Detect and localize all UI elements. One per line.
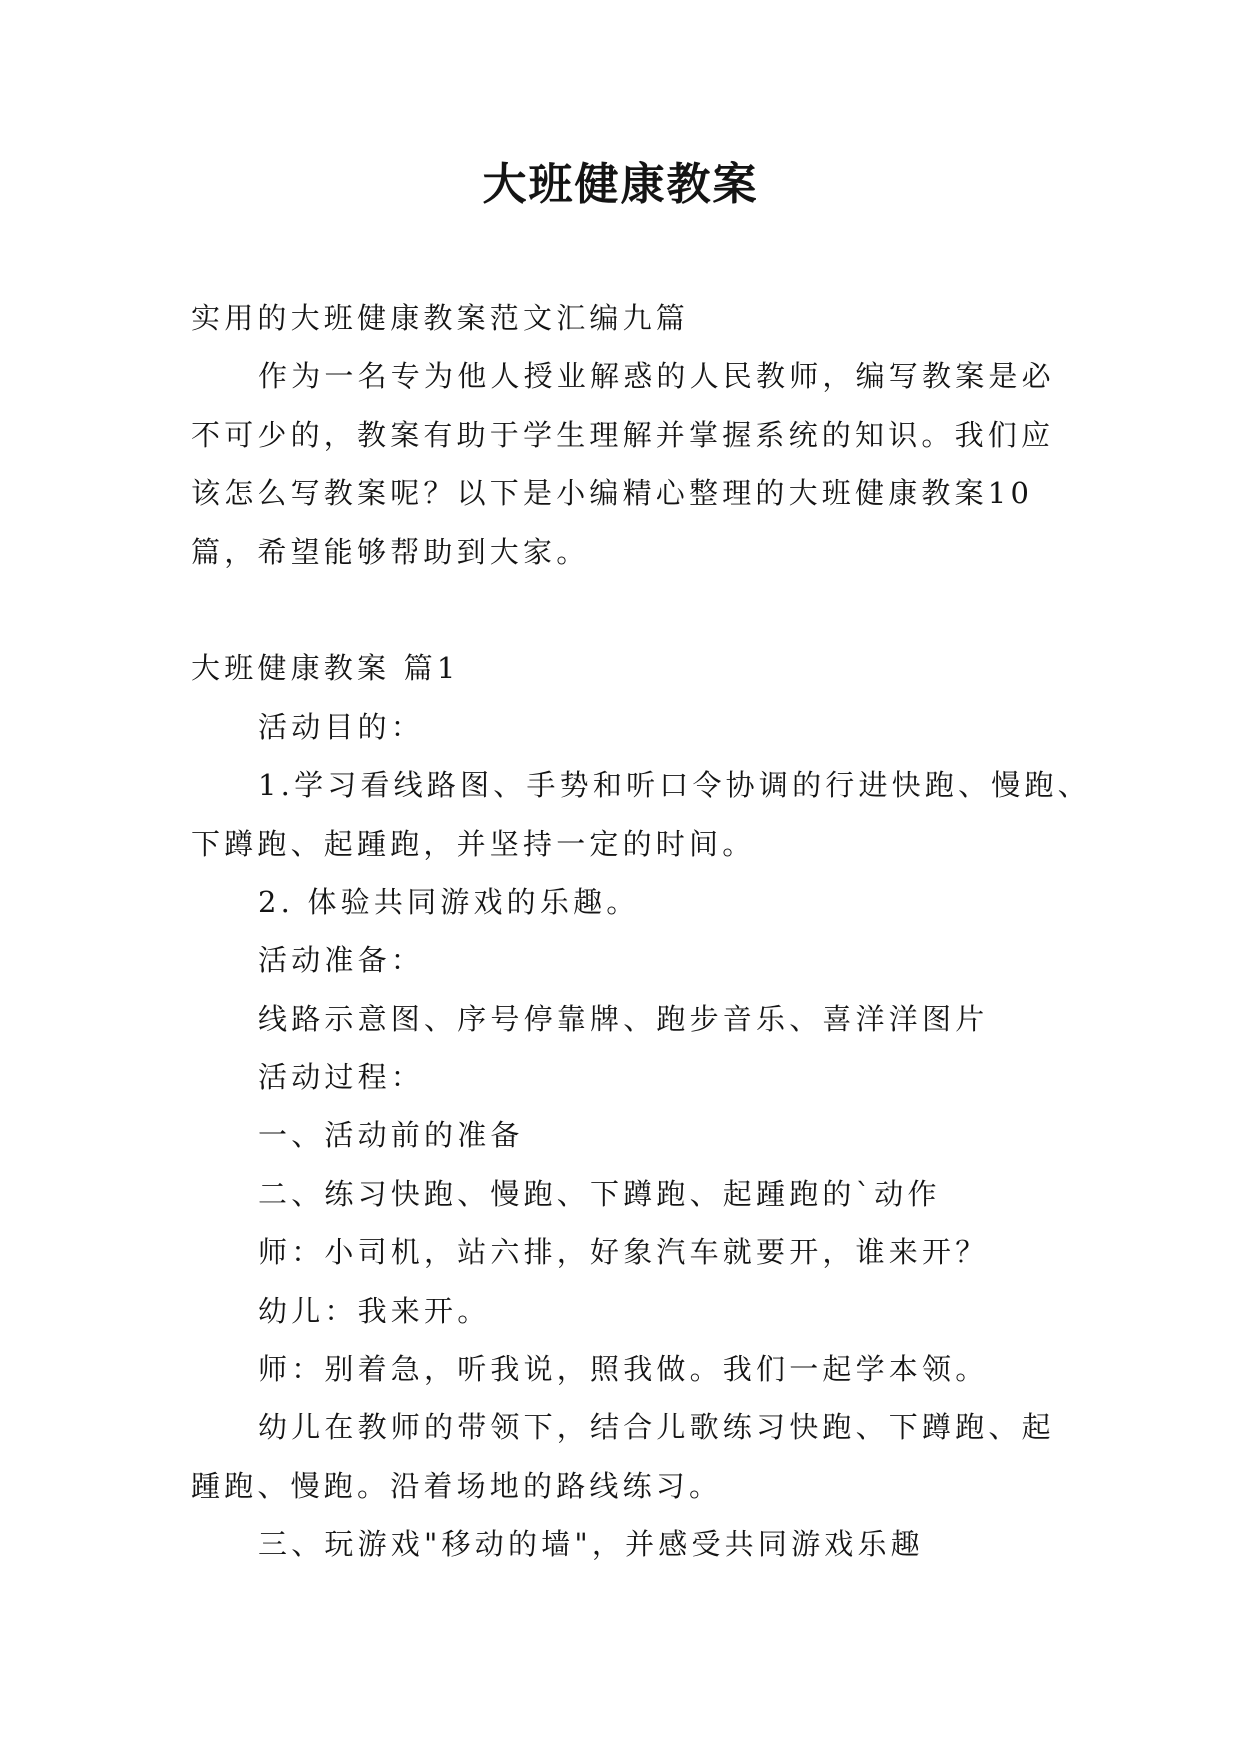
document-subtitle: 实用的大班健康教案范文汇编九篇: [191, 301, 690, 335]
document-body: [191, 289, 1091, 1574]
section-line: 一、活动前的准备: [258, 1118, 524, 1153]
section-line: 师：小司机，站六排，好象汽车就要开，谁来开？: [258, 1235, 989, 1270]
section-line: 线路示意图、序号停靠牌、跑步音乐、喜洋洋图片: [258, 1001, 989, 1036]
section-line: 踵跑、慢跑。沿着场地的路线练习。: [191, 1468, 723, 1503]
intro-line: 篇，希望能够帮助到大家。: [191, 534, 590, 569]
intro-line: 该怎么写教案呢？以下是小编精心整理的大班健康教案10: [191, 476, 1034, 511]
section-line: 活动准备：: [258, 943, 425, 978]
blank-line: [191, 581, 1091, 639]
section-line: 活动目的：: [258, 709, 425, 744]
section-heading: 大班健康教案 篇1: [191, 651, 460, 686]
section-line: 幼儿：我来开。: [258, 1293, 491, 1328]
intro-line: 作为一名专为他人授业解惑的人民教师，编写教案是必: [258, 359, 1055, 394]
intro-line: 不可少的，教案有助于学生理解并掌握系统的知识。我们应: [191, 417, 1055, 452]
section-line: 活动过程：: [258, 1060, 425, 1095]
section-line: 2. 体验共同游戏的乐趣。: [258, 884, 640, 919]
section-line: 二、练习快跑、慢跑、下蹲跑、起踵跑的`动作: [258, 1176, 941, 1211]
document-title: 大班健康教案: [482, 159, 759, 210]
section-line: 幼儿在教师的带领下，结合儿歌练习快跑、下蹲跑、起: [258, 1410, 1055, 1445]
section-line: 三、玩游戏"移动的墙"，并感受共同游戏乐趣: [258, 1527, 924, 1562]
section-line: 1.学习看线路图、手势和听口令协调的行进快跑、慢跑、: [258, 768, 1091, 803]
section-line: 下蹲跑、起踵跑，并坚持一定的时间。: [191, 826, 756, 861]
section-line: 师：别着急，听我说，照我做。我们一起学本领。: [258, 1352, 989, 1387]
